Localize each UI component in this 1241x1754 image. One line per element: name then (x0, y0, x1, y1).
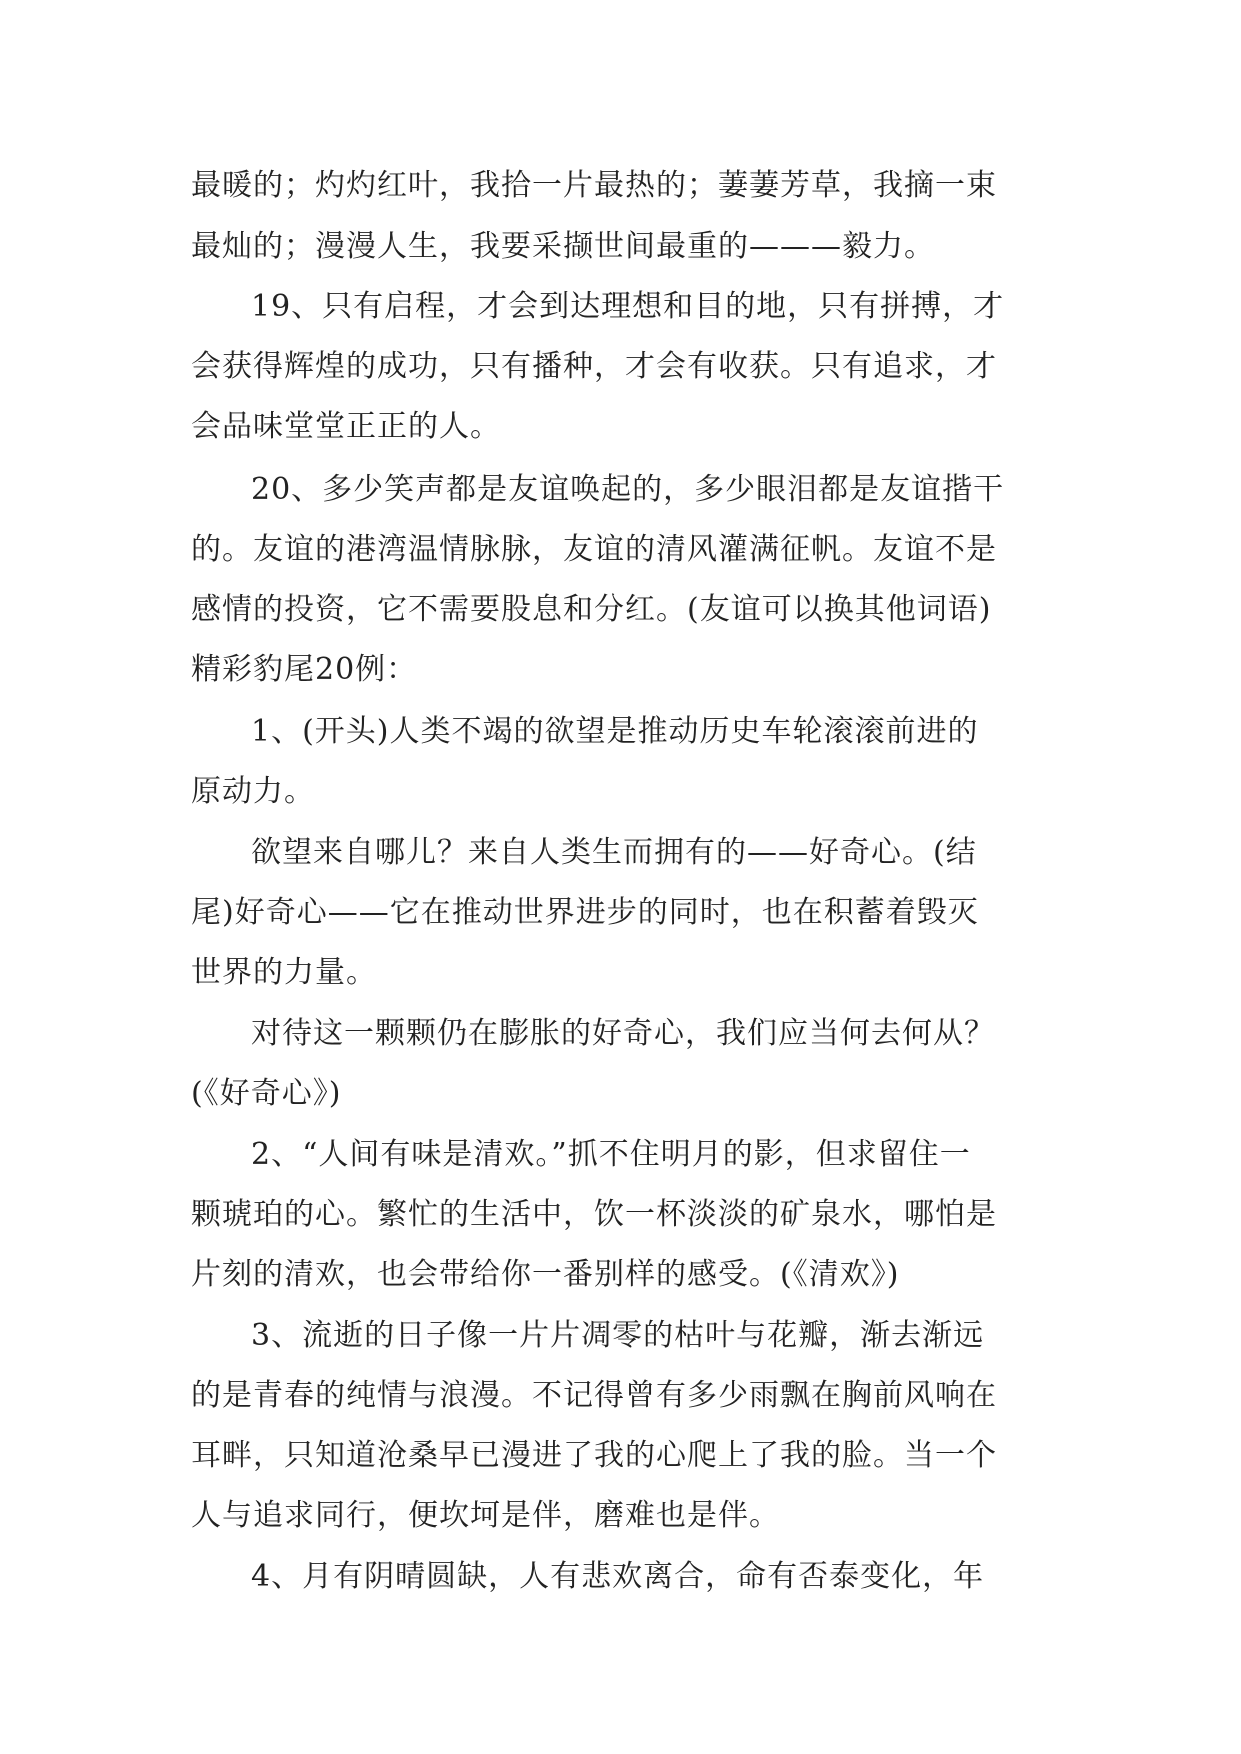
text-line (0, 1306, 1241, 1366)
text-line (0, 397, 1241, 457)
text-line (0, 943, 1241, 1003)
text-line (0, 1245, 1241, 1305)
text-line (0, 337, 1241, 397)
text-line (0, 1185, 1241, 1245)
line-text: 精彩豹尾20例： (191, 652, 418, 687)
line-text: 原动力。 (191, 774, 315, 809)
line-text: 世界的力量。 (191, 955, 377, 990)
text-line (0, 1366, 1241, 1426)
text-line (0, 1426, 1241, 1486)
line-text: 对待这一颗颗仍在膨胀的好奇心，我们应当何去何从？ (251, 1016, 995, 1051)
line-text: 的是青春的纯情与浪漫。不记得曾有多少雨飘在胸前风响在 (191, 1378, 997, 1413)
line-text: 尾)好奇心——它在推动世界进步的同时，也在积蓄着毁灭 (191, 895, 979, 930)
line-text: 最暖的；灼灼红叶，我拾一片最热的；萋萋芳草，我摘一束 (191, 168, 997, 203)
line-text: 人与追求同行，便坎坷是伴，磨难也是伴。 (191, 1498, 780, 1533)
line-text: 19、只有启程，才会到达理想和目的地，只有拼搏，才 (251, 289, 1005, 324)
text-line (0, 217, 1241, 277)
text-line (0, 460, 1241, 520)
text-line (0, 580, 1241, 640)
line-text: 耳畔，只知道沧桑早已漫进了我的心爬上了我的脸。当一个 (191, 1438, 997, 1473)
text-line (0, 1004, 1241, 1064)
line-text: 感情的投资，它不需要股息和分红。(友谊可以换其他词语) (191, 592, 992, 627)
text-line (0, 883, 1241, 943)
text-line (0, 1064, 1241, 1124)
line-text: 4、月有阴晴圆缺，人有悲欢离合，命有否泰变化，年 (251, 1559, 985, 1594)
text-line (0, 1547, 1241, 1607)
text-line (0, 823, 1241, 883)
text-line (0, 640, 1241, 700)
line-text: 的。友谊的港湾温情脉脉，友谊的清风灌满征帆。友谊不是 (191, 532, 997, 567)
text-line (0, 1486, 1241, 1546)
line-text: 会获得辉煌的成功，只有播种，才会有收获。只有追求，才 (191, 349, 997, 384)
text-line (0, 277, 1241, 337)
line-text: 1、(开头)人类不竭的欲望是推动历史车轮滚滚前进的 (251, 714, 979, 749)
text-line (0, 1125, 1241, 1185)
line-text: (《好奇心》) (191, 1076, 342, 1111)
line-text: 片刻的清欢，也会带给你一番别样的感受。(《清欢》) (191, 1257, 900, 1292)
line-text: 2、“人间有味是清欢。”抓不住明月的影，但求留住一 (251, 1137, 971, 1172)
text-line (0, 520, 1241, 580)
line-text: 欲望来自哪儿？来自人类生而拥有的——好奇心。(结 (251, 835, 977, 870)
text-line (0, 156, 1241, 216)
line-text: 最灿的；漫漫人生，我要采撷世间最重的———毅力。 (191, 229, 935, 264)
text-line (0, 762, 1241, 822)
line-text: 会品味堂堂正正的人。 (191, 409, 501, 444)
line-text: 20、多少笑声都是友谊唤起的，多少眼泪都是友谊揩干 (251, 472, 1005, 507)
text-line (0, 702, 1241, 762)
line-text: 3、流逝的日子像一片片凋零的枯叶与花瓣，渐去渐远 (251, 1318, 985, 1353)
line-text: 颗琥珀的心。繁忙的生活中，饮一杯淡淡的矿泉水，哪怕是 (191, 1197, 997, 1232)
